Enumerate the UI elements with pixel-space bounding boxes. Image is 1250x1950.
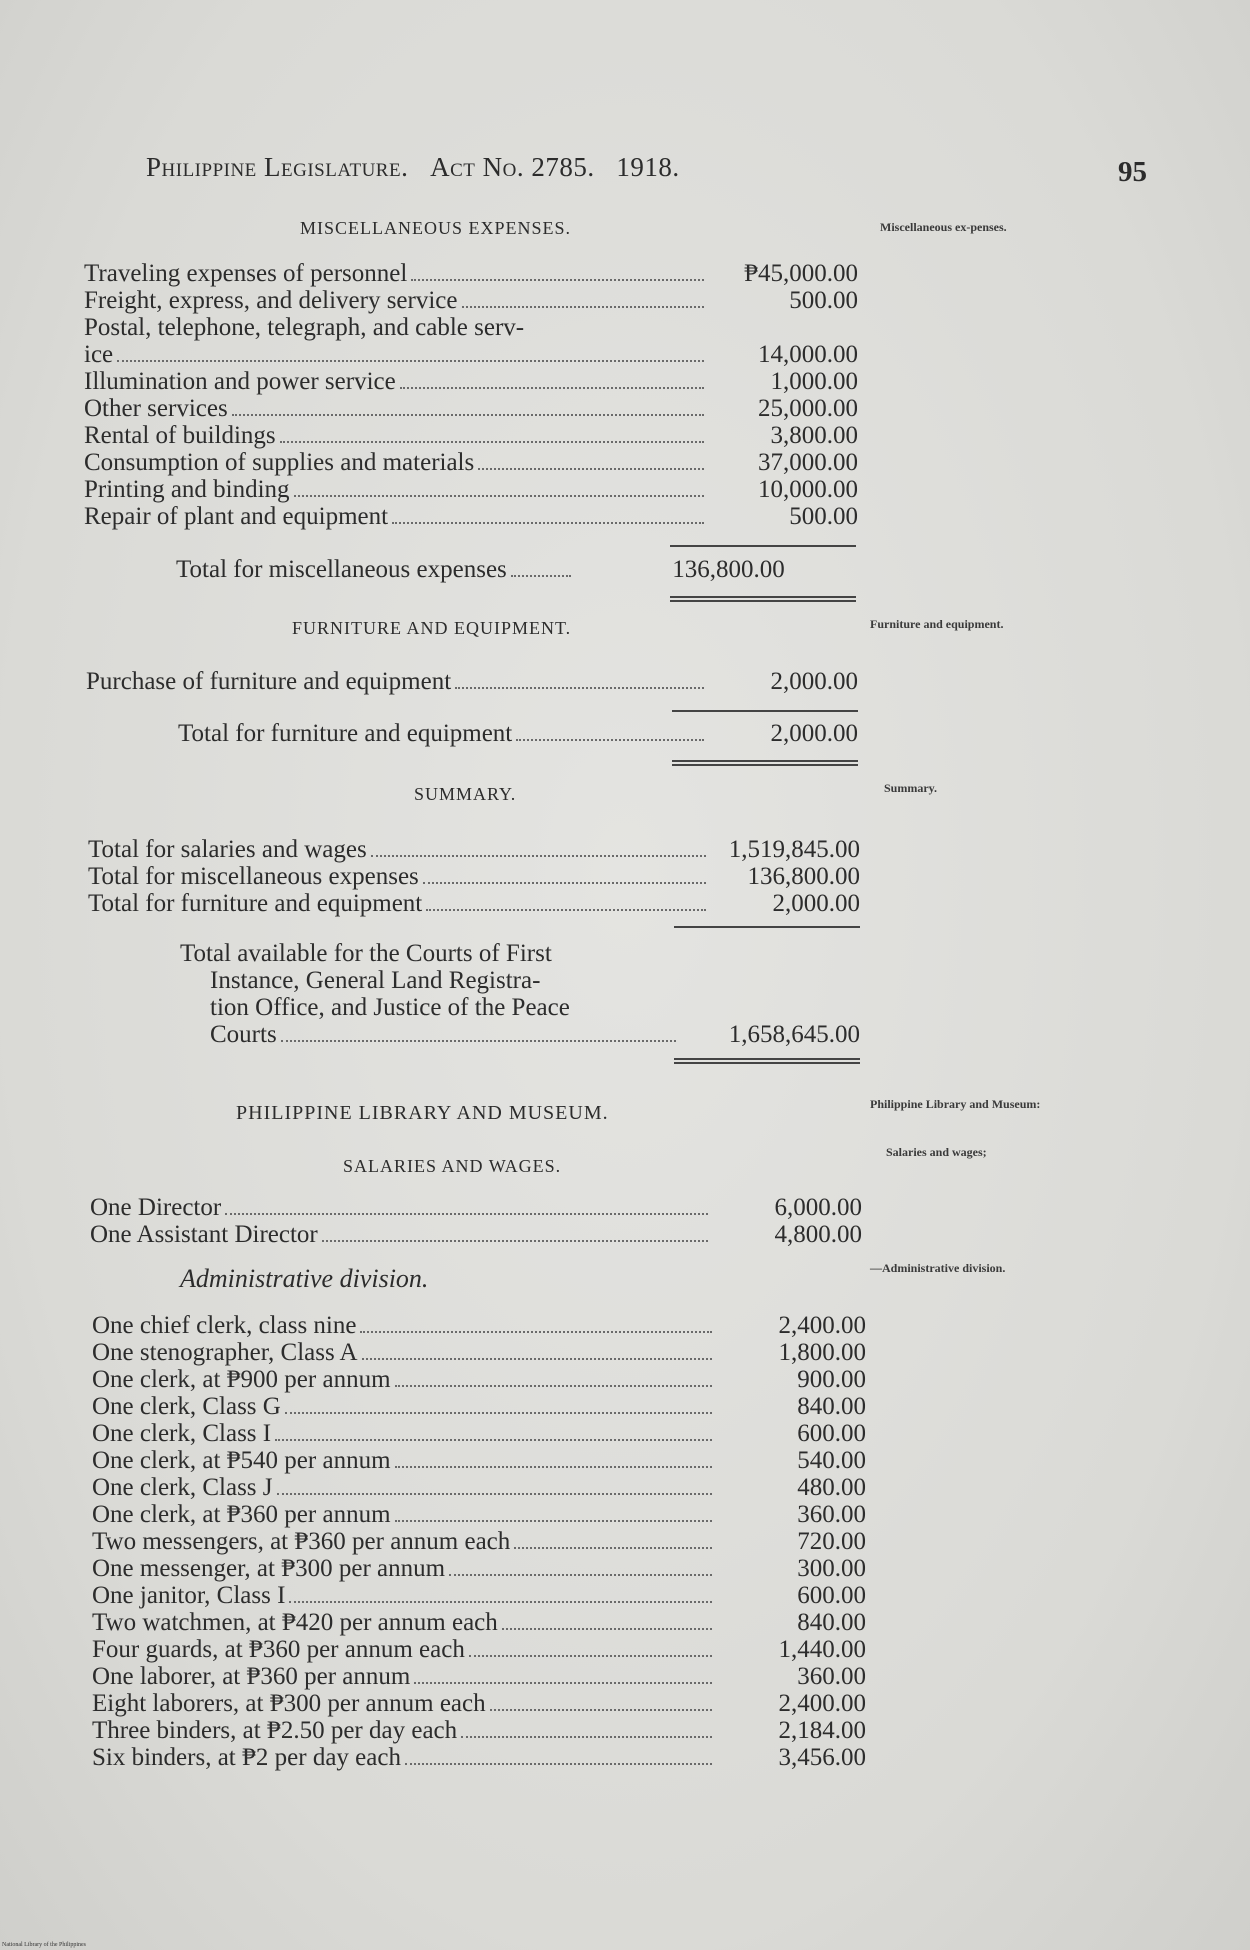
list-item	[92, 1312, 866, 1339]
list-item	[92, 1555, 866, 1582]
item-amount: 2,400.00	[778, 1690, 866, 1717]
item-label: Eight laborers, at ₱300 per annum each	[92, 1690, 486, 1717]
item-amount: 4,800.00	[774, 1221, 862, 1248]
total-row: Total for furniture and equipment 2,000.00	[178, 720, 858, 747]
item-amount: 136,800.00	[747, 863, 860, 890]
list-item	[92, 1420, 866, 1447]
item-label: Two messengers, at ₱360 per annum each	[92, 1528, 511, 1555]
library-title: PHILIPPINE LIBRARY AND MUSEUM.	[236, 1102, 609, 1124]
item-label: One clerk, at ₱360 per annum	[92, 1501, 391, 1528]
item-amount: 6,000.00	[774, 1194, 862, 1221]
item-label: One clerk, at ₱540 per annum	[92, 1447, 391, 1474]
item-label: Rental of buildings	[84, 422, 276, 449]
furniture-total	[178, 720, 858, 747]
item-label: Freight, express, and delivery service	[84, 287, 458, 314]
item-amount: 1,000.00	[770, 368, 858, 395]
rule	[670, 545, 856, 547]
rule	[674, 926, 860, 928]
item-label: One Assistant Director	[90, 1221, 318, 1248]
list-item	[92, 1447, 866, 1474]
list-item	[92, 1636, 866, 1663]
item-amount: 600.00	[797, 1582, 866, 1609]
list-item	[92, 1339, 866, 1366]
list-item	[92, 1717, 866, 1744]
list-item	[92, 1366, 866, 1393]
list-item	[92, 1690, 866, 1717]
summary-total-block	[180, 940, 860, 1048]
list-item	[88, 890, 860, 917]
double-rule	[674, 1058, 860, 1064]
item-label: One clerk, at ₱900 per annum	[92, 1366, 391, 1393]
footer-source: National Library of the Philippines	[2, 1942, 86, 1948]
list-item	[88, 863, 860, 890]
page-number: 95	[1118, 156, 1147, 188]
item-amount: 3,800.00	[770, 422, 858, 449]
item-label: One janitor, Class I	[92, 1582, 286, 1609]
library-top-list	[90, 1194, 862, 1248]
list-item	[92, 1474, 866, 1501]
list-item	[84, 341, 858, 368]
item-label: Traveling expenses of personnel	[84, 260, 408, 287]
total-row	[176, 556, 858, 583]
misc-margin-note: Miscellaneous ex-penses.	[880, 220, 1007, 234]
admin-title: Administrative division.	[180, 1264, 429, 1293]
item-label: Six binders, at ₱2 per day each	[92, 1744, 401, 1771]
summary-title: SUMMARY.	[414, 784, 517, 804]
item-label: ice	[84, 341, 114, 368]
item-amount: ₱45,000.00	[744, 260, 858, 287]
double-rule	[670, 596, 856, 602]
list-item	[90, 1194, 862, 1221]
item-amount: 25,000.00	[758, 395, 858, 422]
list-item	[84, 287, 858, 314]
item-label: Total for salaries and wages	[88, 836, 367, 863]
item-label: One clerk, Class J	[92, 1474, 273, 1501]
item-label: One messenger, at ₱300 per annum	[92, 1555, 446, 1582]
item-amount: 600.00	[797, 1420, 866, 1447]
misc-title: MISCELLANEOUS EXPENSES.	[300, 218, 572, 238]
summary-total-amount: 1,658,645.00	[728, 1021, 860, 1048]
item-amount: 500.00	[789, 287, 858, 314]
item-amount: 840.00	[797, 1609, 866, 1636]
item-amount: 900.00	[797, 1366, 866, 1393]
item-label: Consumption of supplies and materials	[84, 449, 475, 476]
misc-list	[84, 260, 858, 530]
salaries-title: SALARIES AND WAGES.	[343, 1156, 562, 1176]
furniture-list	[86, 668, 858, 695]
item-amount: 540.00	[797, 1447, 866, 1474]
act-number: Act No. 2785.	[430, 152, 595, 182]
item-amount: 2,184.00	[778, 1717, 866, 1744]
summary-list	[88, 836, 860, 917]
item-label: Repair of plant and equipment	[84, 503, 389, 530]
item-amount: 2,400.00	[778, 1312, 866, 1339]
item-amount: 500.00	[789, 503, 858, 530]
list-item: Purchase of furniture and equipment 2,000.00	[86, 668, 858, 695]
item-label: Total for furniture and equipment	[88, 890, 423, 917]
total-label: Total for miscellaneous expenses	[176, 556, 507, 583]
salaries-margin-note: Salaries and wages;	[886, 1145, 987, 1159]
list-item	[88, 836, 860, 863]
list-item	[84, 449, 858, 476]
summary-total-line: Courts	[210, 1021, 277, 1048]
list-item	[84, 260, 858, 287]
rule	[672, 710, 858, 712]
item-amount: 720.00	[797, 1528, 866, 1555]
item-label: Illumination and power service	[84, 368, 396, 395]
running-header	[146, 152, 786, 183]
list-item	[92, 1528, 866, 1555]
item-label: Three binders, at ₱2.50 per day each	[92, 1717, 458, 1744]
item-label: Postal, telephone, telegraph, and cable serv-	[84, 314, 525, 341]
item-amount: 300.00	[797, 1555, 866, 1582]
item-label: One chief clerk, class nine	[92, 1312, 357, 1339]
list-item	[84, 476, 858, 503]
item-label: One Director	[90, 1194, 222, 1221]
item-amount: 360.00	[797, 1663, 866, 1690]
double-rule	[672, 760, 858, 766]
summary-total-line: Total available for the Courts of First	[180, 940, 552, 967]
summary-total-line: tion Office, and Justice of the Peace	[210, 994, 570, 1021]
item-label: One clerk, Class I	[92, 1420, 272, 1447]
item-amount: 14,000.00	[758, 341, 858, 368]
list-item	[92, 1744, 866, 1771]
list-item	[92, 1393, 866, 1420]
item-label: One stenographer, Class A	[92, 1339, 358, 1366]
list-item	[92, 1501, 866, 1528]
item-label: One clerk, Class G	[92, 1393, 281, 1420]
list-item	[84, 395, 858, 422]
item-amount: 10,000.00	[758, 476, 858, 503]
item-amount: 37,000.00	[758, 449, 858, 476]
list-item	[92, 1609, 866, 1636]
furniture-title: FURNITURE AND EQUIPMENT.	[292, 618, 572, 638]
list-item	[84, 422, 858, 449]
year: 1918.	[616, 152, 680, 182]
item-amount: 840.00	[797, 1393, 866, 1420]
item-label: Four guards, at ₱360 per annum each	[92, 1636, 465, 1663]
item-amount: 480.00	[797, 1474, 866, 1501]
item-amount: 360.00	[797, 1501, 866, 1528]
item-label: Other services	[84, 395, 228, 422]
summary-margin-note: Summary.	[884, 781, 938, 795]
item-label: Printing and binding	[84, 476, 290, 503]
running-title: Philippine Legislature.	[146, 152, 409, 182]
library-margin-note: Philippine Library and Museum:	[870, 1097, 1041, 1111]
item-label: Two watchmen, at ₱420 per annum each	[92, 1609, 498, 1636]
list-item	[90, 1221, 862, 1248]
list-item	[84, 368, 858, 395]
list-item	[92, 1663, 866, 1690]
list-item	[84, 503, 858, 530]
misc-total	[176, 556, 858, 583]
admin-margin-note: —Administrative division.	[870, 1261, 1006, 1275]
item-amount: 1,440.00	[778, 1636, 866, 1663]
item-amount: 1,800.00	[778, 1339, 866, 1366]
item-label: Total for miscellaneous expenses	[88, 863, 419, 890]
summary-total-line: Instance, General Land Registra-	[210, 967, 541, 994]
list-item	[92, 1582, 866, 1609]
item-amount: 2,000.00	[772, 890, 860, 917]
item-label: One laborer, at ₱360 per annum	[92, 1663, 411, 1690]
admin-list	[92, 1312, 866, 1771]
item-amount: 1,519,845.00	[728, 836, 860, 863]
list-item	[84, 314, 858, 341]
furniture-margin-note: Furniture and equipment.	[870, 617, 1004, 631]
total-amount: 136,800.00	[672, 556, 785, 583]
item-amount: 3,456.00	[778, 1744, 866, 1771]
